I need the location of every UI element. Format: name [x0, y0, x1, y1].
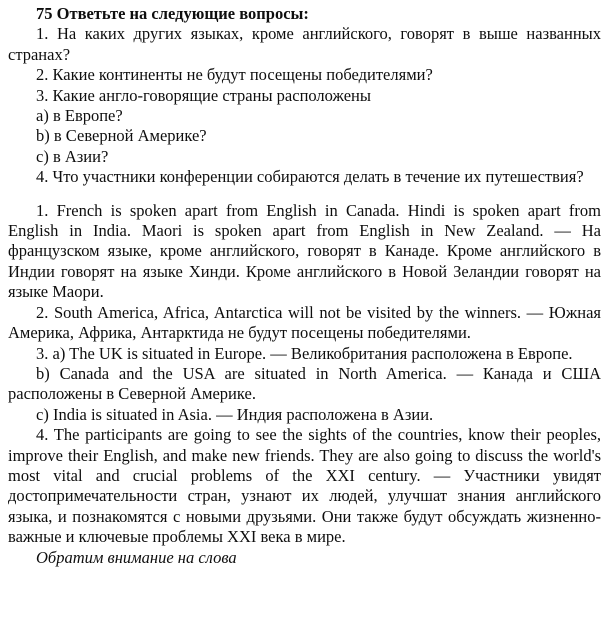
answers-section [8, 201, 601, 548]
question-item-1: 1. На каких других языках, кроме английского, говорят в выше названных странах? [8, 24, 601, 64]
question-item-3: 3. Какие англо-говорящие страны расположены [36, 85, 371, 105]
questions-section [8, 24, 601, 187]
answer-item-3b: b) Canada and the USA are situated in North America. — Канада и США расположены в Северной Америке. [8, 363, 601, 404]
question-item-2: 2. Какие континенты не будут посещены победителями? [36, 65, 433, 85]
question-item-3a: а) в Европе? [36, 106, 123, 126]
question-item-4: 4. Что участники конференции собираются делать в течение их путешествия? [36, 167, 584, 187]
question-item-3b: b) в Северной Америке? [36, 126, 207, 146]
answer-item-3a: 3. a) The UK is situated in Europe. — Великобритания расположена в Европе. [36, 343, 573, 363]
answer-item-3c: c) India is situated in Asia. — Индия расположена в Азии. [36, 404, 434, 424]
answer-item-1: 1. French is spoken apart from English in Canada. Hindi is spoken apart from English in India. Maori is spoken apart from English in New Zealand. — На французском языке, кроме английского, говорят в Канаде. Кроме английского в Индии говорят на языке Хинди. Кроме английского в Новой Зеландии говорят на языке Маори. [8, 200, 601, 302]
answer-item-4: 4. The participants are going to see the sights of the countries, know their peoples, improve their English, and make new friends. They are also going to discuss the world's most vital and crucial problems of the XXI century. — Участники увидят достопримечательности стран, узнают их людей, улучшат знания английского языка, и познакомятся с новыми друзьями. Они также будут обсуждать жизненно-важные и ключевые проблемы XXI века в мире. [8, 425, 601, 547]
footer-note: Обратим внимание на слова [36, 547, 237, 567]
question-item-3c: c) в Азии? [36, 146, 109, 166]
answer-item-2: 2. South America, Africa, Antarctica will not be visited by the winners. — Южная Америка, Африка, Антарктида не будут посещены победителями. [8, 302, 601, 343]
exercise-heading: 75 Ответьте на следующие вопросы: [36, 4, 309, 23]
